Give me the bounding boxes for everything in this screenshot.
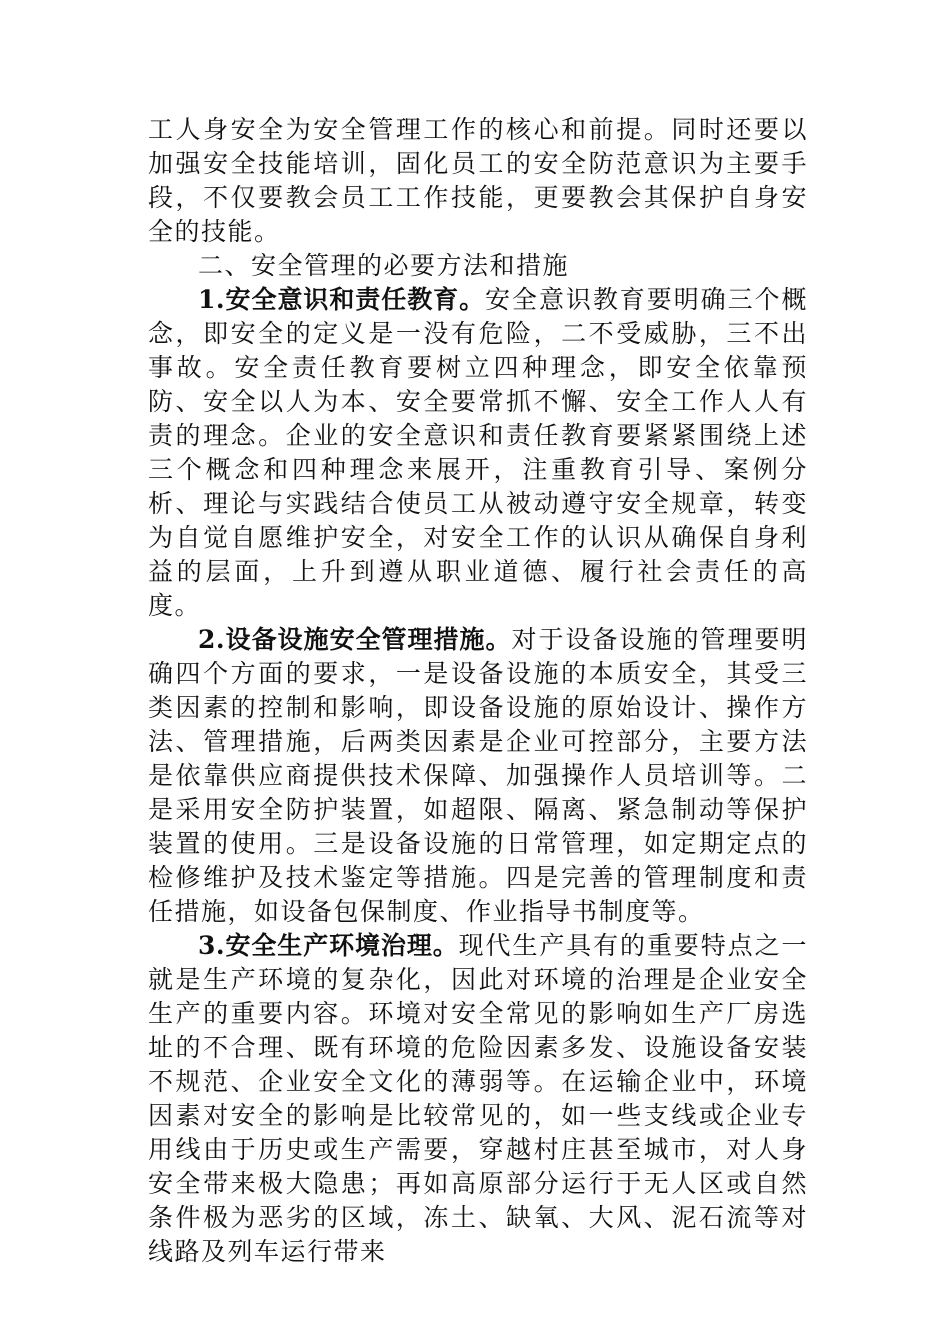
item-title-3: 3.安全生产环境治理。 [198, 931, 459, 960]
item-body-2: 对于设备设施的管理要明确四个方面的要求，一是设备设施的本质安全，其受三类因素的控制和影响，即设备设施的原始设计、操作方法、管理措施，后两类因素是企业可控部分，主要方法是依靠供应商提供技术保障、加强操作人员培训等。二是采用安全防护装置，如超限、隔离、紧急制动等保护装置的使用。三是设备设施的日常管理，如定期定点的检修维护及技术鉴定等措施。四是完善的管理制度和责任措施，如设备包保制度、作业指导书制度等。 [148, 625, 808, 926]
item-paragraph-2 [148, 623, 808, 929]
item-title-2: 2.设备设施安全管理措施。 [198, 625, 512, 654]
section-heading: 二、安全管理的必要方法和措施 [198, 251, 570, 280]
document-page [148, 113, 808, 1269]
item-body-3: 现代生产具有的重要特点之一就是生产环境的复杂化，因此对环境的治理是企业安全生产的重要内容。环境对安全常见的影响如生产厂房选址的不合理、既有环境的危险因素多发、设施设备安装不规范、企业安全文化的薄弱等。在运输企业中，环境因素对安全的影响是比较常见的，如一些支线或企业专用线由于历史或生产需要，穿越村庄甚至城市，对人身安全带来极大隐患；再如高原部分运行于无人区或自然条件极为恶劣的区域，冻土、缺氧、大风、泥石流等对线路及列车运行带来 [148, 931, 808, 1266]
item-paragraph-3 [148, 929, 808, 1269]
item-body-1: 安全意识教育要明确三个概念，即安全的定义是一没有危险，二不受威胁，三不出事故。安全责任教育要树立四种理念，即安全依靠预防、安全以人为本、安全要常抓不懈、安全工作人人有责的理念。企业的安全意识和责任教育要紧紧围绕上述三个概念和四种理念来展开，注重教育引导、案例分析、理论与实践结合使员工从被动遵守安全规章，转变为自觉自愿维护安全，对安全工作的认识从确保自身利益的层面，上升到遵从职业道德、履行社会责任的高度。 [148, 285, 808, 620]
item-title-1: 1.安全意识和责任教育。 [198, 285, 486, 314]
item-paragraph-1 [148, 283, 808, 623]
intro-paragraph: 工人身安全为安全管理工作的核心和前提。同时还要以加强安全技能培训，固化员工的安全防范意识为主要手段，不仅要教会员工工作技能，更要教会其保护自身安全的技能。 [148, 115, 808, 246]
